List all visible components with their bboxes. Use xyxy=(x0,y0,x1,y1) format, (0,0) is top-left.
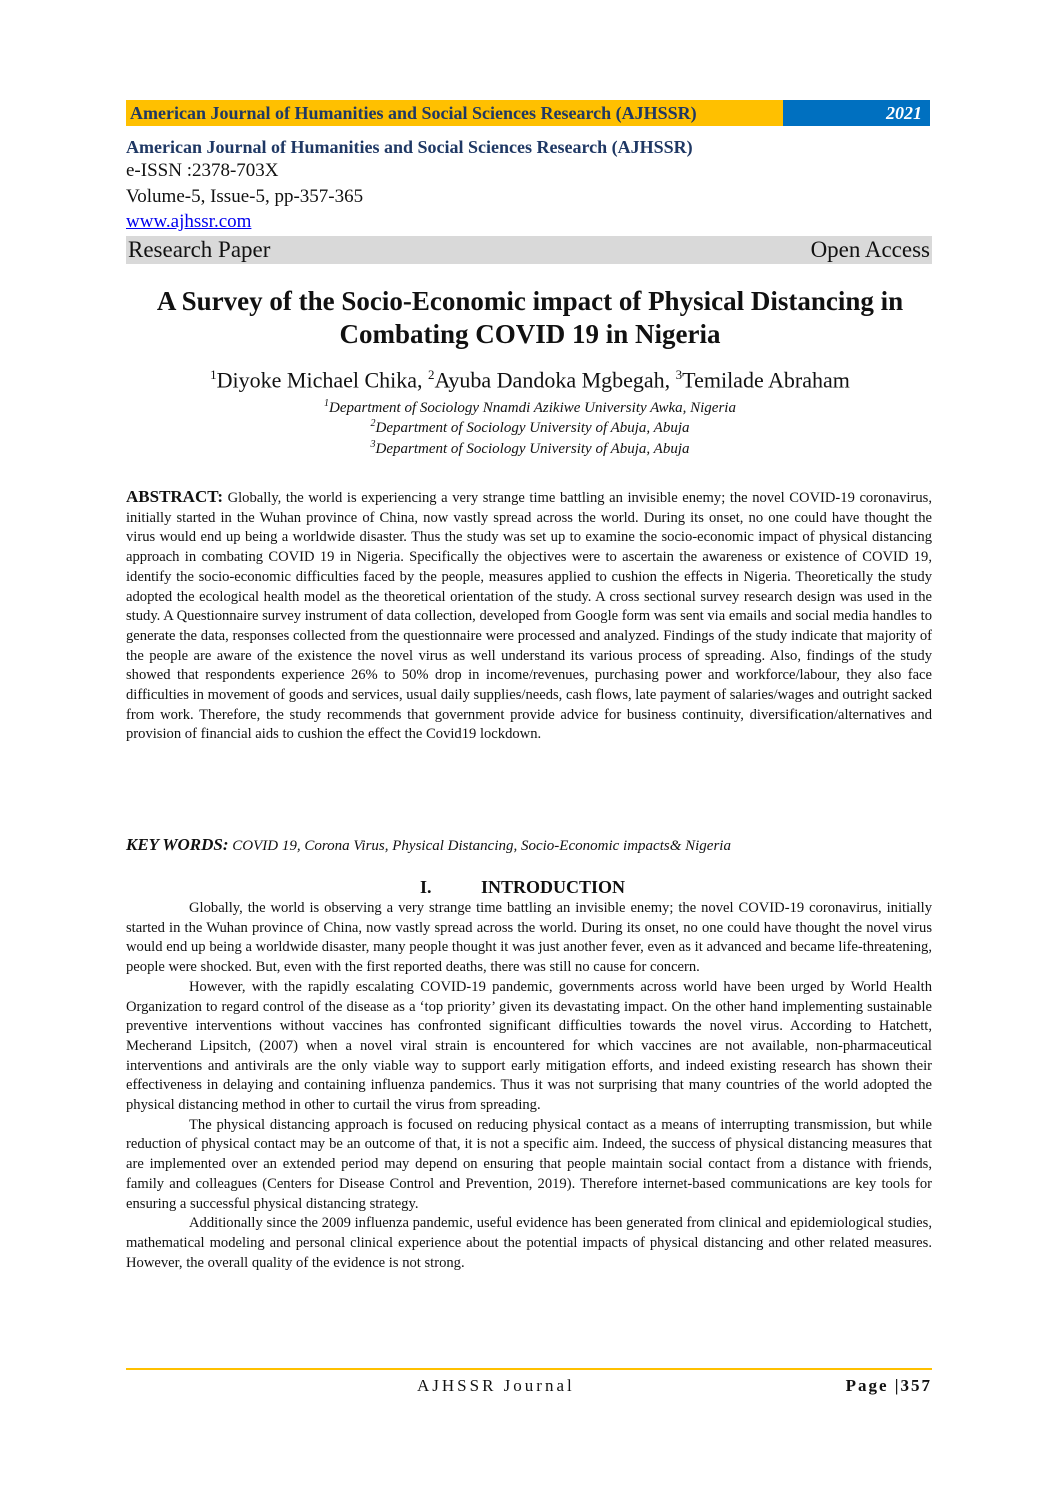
banner-journal-name: American Journal of Humanities and Social Sciences Research (AJHSSR) xyxy=(126,100,783,126)
title-line-2: Combating COVID 19 in Nigeria xyxy=(339,319,721,349)
website-link[interactable]: www.ajhssr.com xyxy=(126,211,252,232)
abstract-text: Globally, the world is experiencing a very strange time battling an invisible enemy; the novel COVID-19 coronavirus, initially started in the Wuhan province of China, now vastly spread across the world. During its onset, no one could have thought the virus would end up being a worldwide disaster. Thus the study was set up to examine the socio-economic impact of physical distancing approach in combating COVID 19 in Nigeria. Specifically the objectives were to ascertain the awareness or existence of COVID 19, identify the socio-economic difficulties faced by the people, measures applied to cushion the effects in Nigeria. Theoretically the study adopted the ecological health model as the theoretical orientation of the study. A cross sectional survey research design was used in the study. A Questionnaire survey instrument of data collection, developed from Google form was sent via emails and social media handles to generate the data, responses collected from the questionnaire were processed and analyzed. Findings of the study indicate that majority of the people are aware of the existence the novel virus as well understand its various process of spreading. Also, findings of the study showed that respondents experience 26% to 50% drop in income/revenues, purchasing power and workforce/labour, they also face difficulties in movement of goods and services, usual daily supplies/needs, cash flows, late payment of salaries/wages and outright sacked from work. Therefore, the study recommends that government provide advice for business continuity, diversification/alternatives and provision of financial aids to cushion the effect the Covid19 lockdown. xyxy=(126,490,932,743)
footer-journal: AJHSSR Journal xyxy=(417,1376,575,1395)
footer-rule xyxy=(126,1368,932,1370)
affiliation-text: Department of Sociology Nnamdi Azikiwe University Awka, Nigeria xyxy=(329,400,736,416)
affiliation-sup: 3 xyxy=(370,439,376,450)
affiliation-text: Department of Sociology University of Abuja, Abuja xyxy=(375,420,690,436)
affiliation-sup: 1 xyxy=(324,398,330,409)
paragraph: The physical distancing approach is focused on reducing physical contact as a means of interrupting transmission, but while reduction of physical contact may be an outcome of that, it is not a specific aim. Indeed, the success of physical distancing measures that are implemented over an extended period may depend on ensuring that people maintain social contact from a distance with friends, family and colleagues (Centers for Disease Control and Prevention, 2019). Therefore internet-based communications are key tools for ensuring a successful physical distancing strategy. xyxy=(126,1116,932,1212)
paper-type-bar xyxy=(126,236,932,264)
abstract-label: ABSTRACT: xyxy=(126,487,223,506)
section-number: I. xyxy=(420,877,432,897)
journal-title: American Journal of Humanities and Social Sciences Research (AJHSSR) xyxy=(126,137,693,157)
journal-banner xyxy=(126,100,930,126)
abstract xyxy=(126,487,932,745)
keywords xyxy=(126,835,731,855)
introduction-body xyxy=(126,899,932,1273)
paragraph: Additionally since the 2009 influenza pandemic, useful evidence has been generated from clinical and epidemiological studies, mathematical modeling and personal clinical experience about the potential impacts of physical distancing and other related measures. However, the overall quality of the evidence is not strong. xyxy=(126,1215,932,1271)
keywords-text: COVID 19, Corona Virus, Physical Distancing, Socio-Economic impacts& Nigeria xyxy=(228,838,731,854)
author-name: Temilade Abraham xyxy=(682,367,850,393)
affiliation xyxy=(100,398,960,417)
access-type: Open Access xyxy=(810,237,930,262)
banner-year: 2021 xyxy=(783,100,930,126)
title-line-1: A Survey of the Socio-Economic impact of Physical Distancing in xyxy=(156,286,904,316)
author-name: Ayuba Dandoka Mgbegah, xyxy=(434,367,676,393)
issn: e-ISSN :2378-703X xyxy=(126,160,279,181)
author-sup: 3 xyxy=(675,367,683,382)
footer-page-number: 357 xyxy=(900,1376,932,1395)
keywords-label: KEY WORDS: xyxy=(126,835,229,854)
volume-info: Volume-5, Issue-5, pp-357-365 xyxy=(126,186,364,207)
author-sup: 1 xyxy=(210,367,217,382)
article-title xyxy=(100,285,960,351)
paragraph: However, with the rapidly escalating COVID-19 pandemic, governments across world have been urged by World Health Organization to regard control of the disease as a ‘top priority’ given its devastating impact. On the other hand implementing sustainable preventive interventions without vaccines has confronted significant difficulties towards the novel virus. According to Hatchett, Mecherand Lipsitch, (2007) when a novel viral strain is encountered for which vaccines are not available, non-pharmaceutical interventions and antivirals are the only viable way to support early mitigation efforts, and indeed existing research has shown their effectiveness in delaying and containing influenza pandemics. Thus it was not surprising that many countries of the world adopted the physical distancing method in other to curtail the virus from spreading. xyxy=(126,978,932,1114)
footer-page xyxy=(846,1376,932,1396)
section-title: INTRODUCTION xyxy=(481,877,626,897)
author-list xyxy=(100,367,960,393)
affiliation-text: Department of Sociology University of Abuja, Abuja xyxy=(375,441,690,457)
affiliation xyxy=(100,418,960,437)
author-name: Diyoke Michael Chika, xyxy=(216,367,429,393)
paper-type: Research Paper xyxy=(128,237,271,262)
affiliation-sup: 2 xyxy=(370,418,376,429)
affiliation xyxy=(100,439,960,458)
footer-page-label: Page | xyxy=(845,1376,901,1395)
paragraph: Globally, the world is observing a very strange time battling an invisible enemy; the novel COVID-19 coronavirus, initially started in the Wuhan province of China, now vastly spread across the world. During its onset, no one could have thought the novel virus would end up being a worldwide disaster, many people thought it was just another fever, even as it advanced and became life-threatening, people were shocked. But, even with the first reported deaths, there was still no cause for concern. xyxy=(126,900,932,976)
author-sup: 2 xyxy=(428,367,435,382)
